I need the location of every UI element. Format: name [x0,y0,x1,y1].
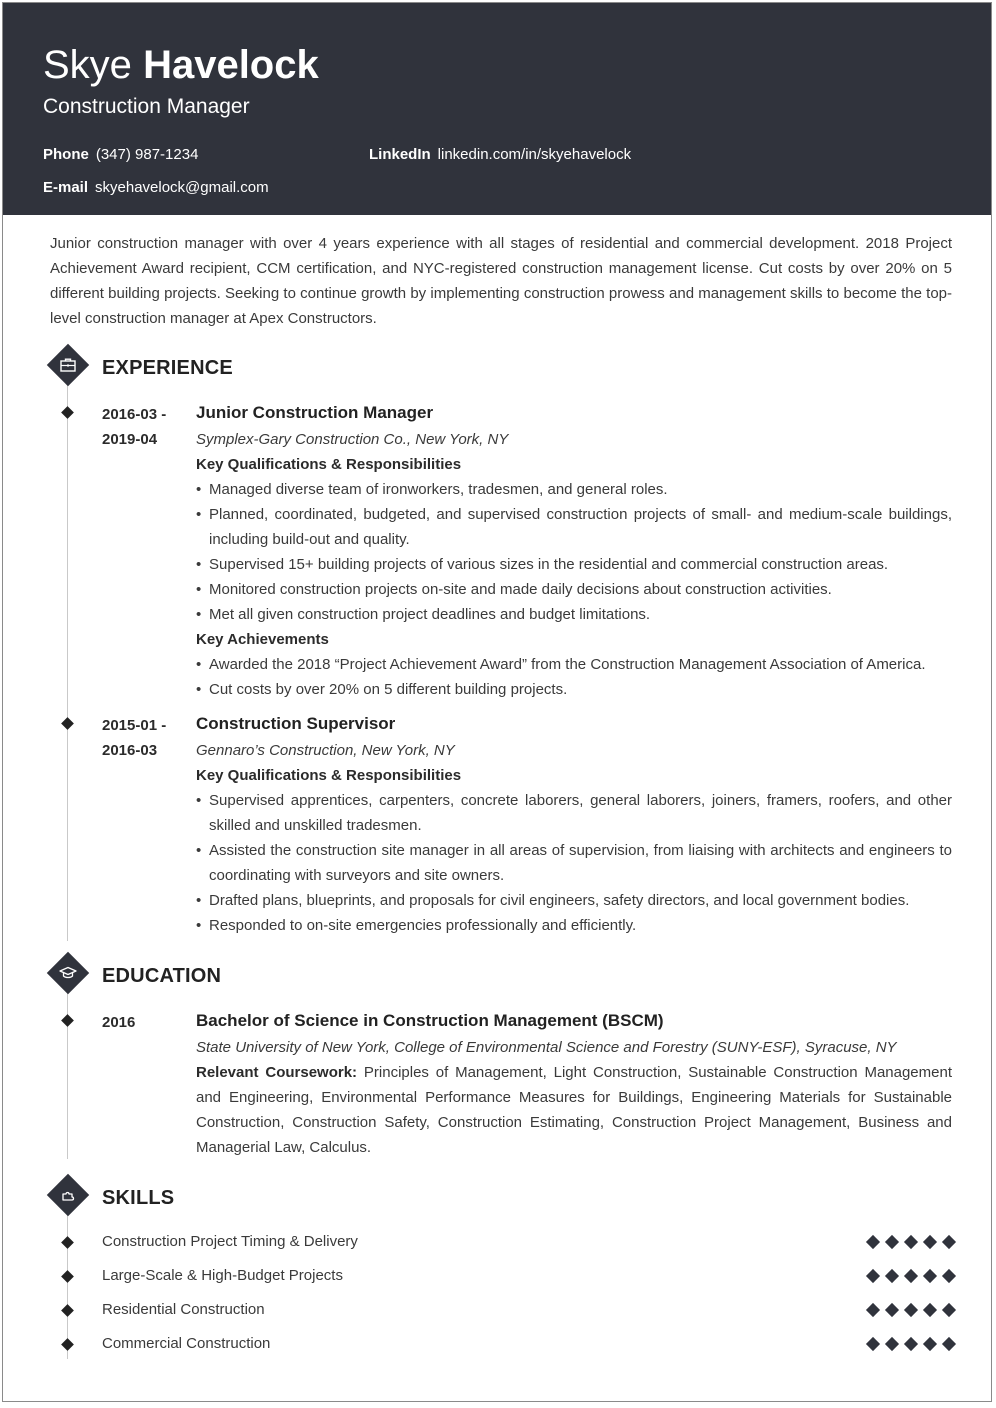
job-2-date-end: 2016-03 [102,742,158,759]
degree-title: Bachelor of Science in Construction Management (BSCM) [196,1011,664,1030]
skill-4-marker [61,1338,74,1351]
rating-diamond-icon [904,1269,918,1283]
graduation-cap-icon [47,952,89,994]
skill-row [102,1264,954,1288]
phone-label: Phone [43,146,89,163]
education-year: 2016 [102,1014,136,1031]
skills-heading: SKILLS [102,1187,175,1209]
job-1-marker [61,406,74,419]
puzzle-icon [47,1174,89,1216]
job-1-date-end: 2019-04 [102,431,158,448]
experience-timeline-line [67,381,68,941]
skill-row [102,1298,954,1322]
linkedin-label: LinkedIn [369,146,431,163]
list-item: • Supervised 15+ building projects of various sizes in the residential and commercial construction areas. [196,552,952,577]
rating-diamond-icon [942,1337,956,1351]
rating-diamond-icon [942,1235,956,1249]
job-1-date-start: 2016-03 - [102,406,167,423]
job-title-headline: Construction Manager [43,95,250,118]
skill-name: Large-Scale & High-Budget Projects [102,1267,343,1284]
skill-3-marker [61,1304,74,1317]
contact-linkedin [369,145,631,165]
last-name: Havelock [143,43,319,87]
skill-rating [859,1230,954,1254]
rating-diamond-icon [904,1235,918,1249]
education-heading: EDUCATION [102,965,222,987]
job-2-marker [61,717,74,730]
rating-diamond-icon [866,1337,880,1351]
skill-rating [859,1332,954,1356]
job-1-achievements [196,652,952,702]
education-marker [61,1014,74,1027]
contact-email [43,178,269,198]
briefcase-icon [47,344,89,386]
rating-diamond-icon [904,1303,918,1317]
job-1-qual-heading: Key Qualifications & Responsibilities [196,456,462,473]
list-item: • Monitored construction projects on-site and made daily decisions about construction activities. [196,577,952,602]
rating-diamond-icon [923,1303,937,1317]
contact-phone [43,145,198,165]
skill-name: Construction Project Timing & Delivery [102,1233,358,1250]
coursework-label: Relevant Coursework: [196,1064,358,1081]
first-name: Skye [43,43,132,87]
job-1-ach-heading: Key Achievements [196,631,329,648]
job-2-company: Gennaro’s Construction, New York, NY [196,742,455,759]
job-2-qual-heading: Key Qualifications & Responsibilities [196,767,462,784]
candidate-name [43,41,319,89]
email-label: E-mail [43,179,89,196]
list-item: • Awarded the 2018 “Project Achievement Award” from the Construction Management Association of America. [196,652,952,677]
rating-diamond-icon [866,1303,880,1317]
coursework-text: Principles of Management, Light Construction, Sustainable Construction Management and Engineering, Environmental Performance Measures for Buildings, Engineering Materials for Sustainable Construction, Construction Safety, Construction Estimating, Construction Project Management, Business and Managerial Law, Calculus. [196,1064,953,1156]
rating-diamond-icon [885,1303,899,1317]
job-1 [196,400,952,702]
job-1-dates [102,402,182,452]
list-item: • Drafted plans, blueprints, and proposals for civil engineers, safety directors, and local government bodies. [196,888,952,913]
skill-2-marker [61,1270,74,1283]
job-1-title: Junior Construction Manager [196,403,434,422]
skill-row [102,1230,954,1254]
list-item: • Planned, coordinated, budgeted, and supervised construction projects of small- and medium-scale buildings, including build-out and quality. [196,502,952,552]
rating-diamond-icon [885,1337,899,1351]
job-2-date-start: 2015-01 - [102,717,167,734]
skill-rating [859,1298,954,1322]
email-link[interactable]: skyehavelock@gmail.com [95,179,269,196]
rating-diamond-icon [923,1337,937,1351]
job-2-title: Construction Supervisor [196,714,396,733]
list-item: • Met all given construction project deadlines and budget limitations. [196,602,952,627]
resume-header [3,3,991,215]
rating-diamond-icon [885,1235,899,1249]
list-item: • Supervised apprentices, carpenters, concrete laborers, general laborers, joiners, framers, roofers, and other skilled and unskilled tradesmen. [196,788,952,838]
school-name: State University of New York, College of Environmental Science and Forestry (SUNY-ESF), Syracuse, NY [196,1039,897,1056]
list-item: • Managed diverse team of ironworkers, tradesmen, and general roles. [196,477,952,502]
job-1-qualifications [196,477,952,627]
skill-name: Commercial Construction [102,1335,271,1352]
job-2-dates [102,713,182,763]
job-2-qualifications [196,788,952,938]
list-item: • Cut costs by over 20% on 5 different building projects. [196,677,952,702]
summary-text: Junior construction manager with over 4 years experience with all stages of residential and commercial development. 2018 Project Achievement Award recipient, CCM certification, and NYC-registered construction management license. Cut costs by over 20% on 5 different building projects. Seeking to continue growth by implementing construction prowess and management skills to become the top-level construction manager at Apex Constructors. [50,235,952,327]
job-2 [196,711,952,938]
rating-diamond-icon [866,1269,880,1283]
rating-diamond-icon [923,1235,937,1249]
rating-diamond-icon [923,1269,937,1283]
skill-rating [859,1264,954,1288]
skill-name: Residential Construction [102,1301,265,1318]
education-entry [196,1008,952,1160]
list-item: • Responded to on-site emergencies professionally and efficiently. [196,913,952,938]
skill-row [102,1332,954,1356]
coursework [196,1060,952,1160]
phone-value: (347) 987-1234 [95,146,199,163]
list-item: • Assisted the construction site manager in all areas of supervision, from liaising with architects and engineers to coordinating with surveyors and site owners. [196,838,952,888]
linkedin-link[interactable]: linkedin.com/in/skyehavelock [437,146,632,163]
rating-diamond-icon [942,1303,956,1317]
resume-page [2,2,992,1402]
rating-diamond-icon [866,1235,880,1249]
skill-1-marker [61,1236,74,1249]
experience-heading: EXPERIENCE [102,357,233,379]
rating-diamond-icon [942,1269,956,1283]
rating-diamond-icon [885,1269,899,1283]
job-1-company: Symplex-Gary Construction Co., New York, NY [196,431,509,448]
rating-diamond-icon [904,1337,918,1351]
